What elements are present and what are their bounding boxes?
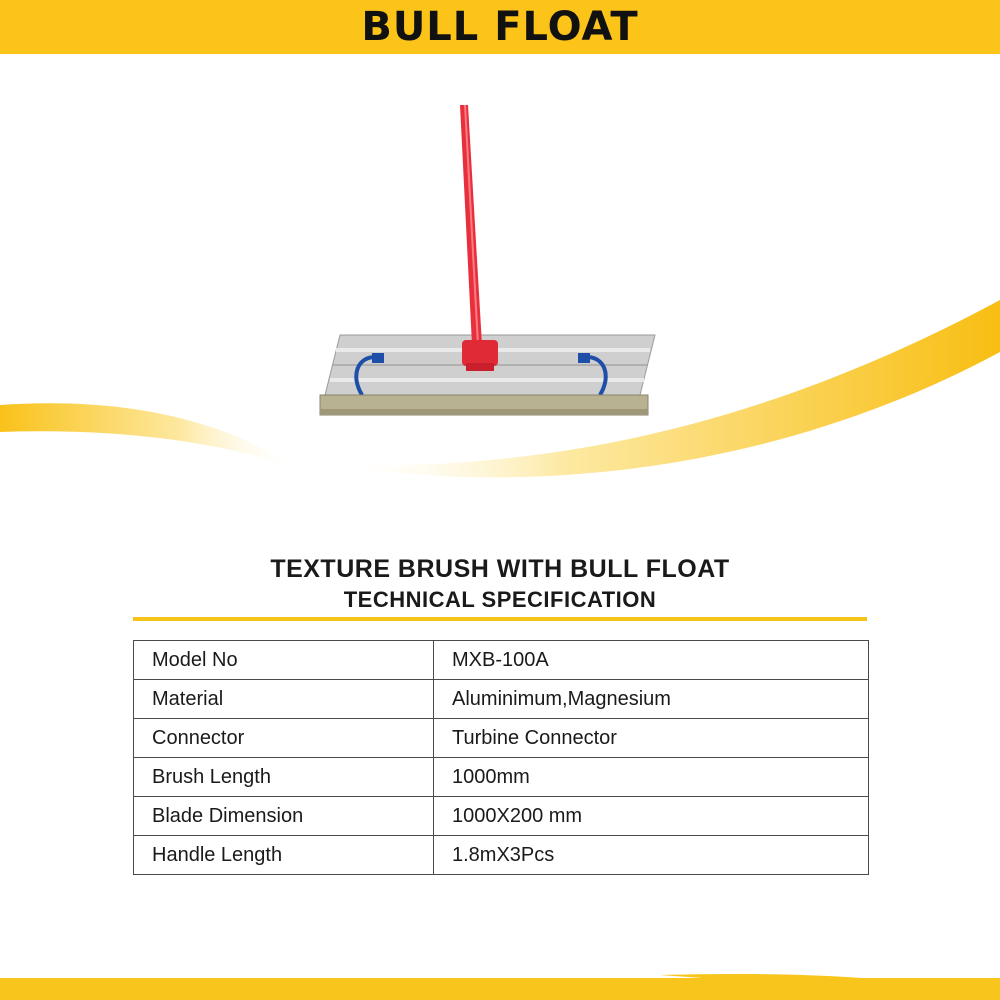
footer-bar — [0, 978, 1000, 1000]
spec-label: Handle Length — [134, 836, 434, 875]
spec-value: MXB-100A — [434, 641, 869, 680]
spec-label: Model No — [134, 641, 434, 680]
spec-label: Material — [134, 680, 434, 719]
product-name: TEXTURE BRUSH WITH BULL FLOAT — [270, 555, 730, 583]
spec-label: Blade Dimension — [134, 797, 434, 836]
table-row — [134, 719, 869, 758]
bull-float-texture-brush-image — [300, 95, 680, 435]
spec-value: 1.8mX3Pcs — [434, 836, 869, 875]
spec-subtitle: TECHNICAL SPECIFICATION — [343, 587, 657, 612]
heading-divider — [133, 617, 867, 621]
page-title: BULL FLOAT — [361, 4, 639, 50]
spec-label: Connector — [134, 719, 434, 758]
spec-value: Turbine Connector — [434, 719, 869, 758]
spec-table — [133, 640, 869, 875]
spec-value: 1000mm — [434, 758, 869, 797]
table-row — [134, 758, 869, 797]
table-row — [134, 680, 869, 719]
spec-heading — [0, 552, 1000, 614]
spec-label: Brush Length — [134, 758, 434, 797]
table-row — [134, 836, 869, 875]
spec-value: Aluminimum,Magnesium — [434, 680, 869, 719]
table-row — [134, 797, 869, 836]
table-row — [134, 641, 869, 680]
spec-value: 1000X200 mm — [434, 797, 869, 836]
page-header — [0, 0, 1000, 54]
